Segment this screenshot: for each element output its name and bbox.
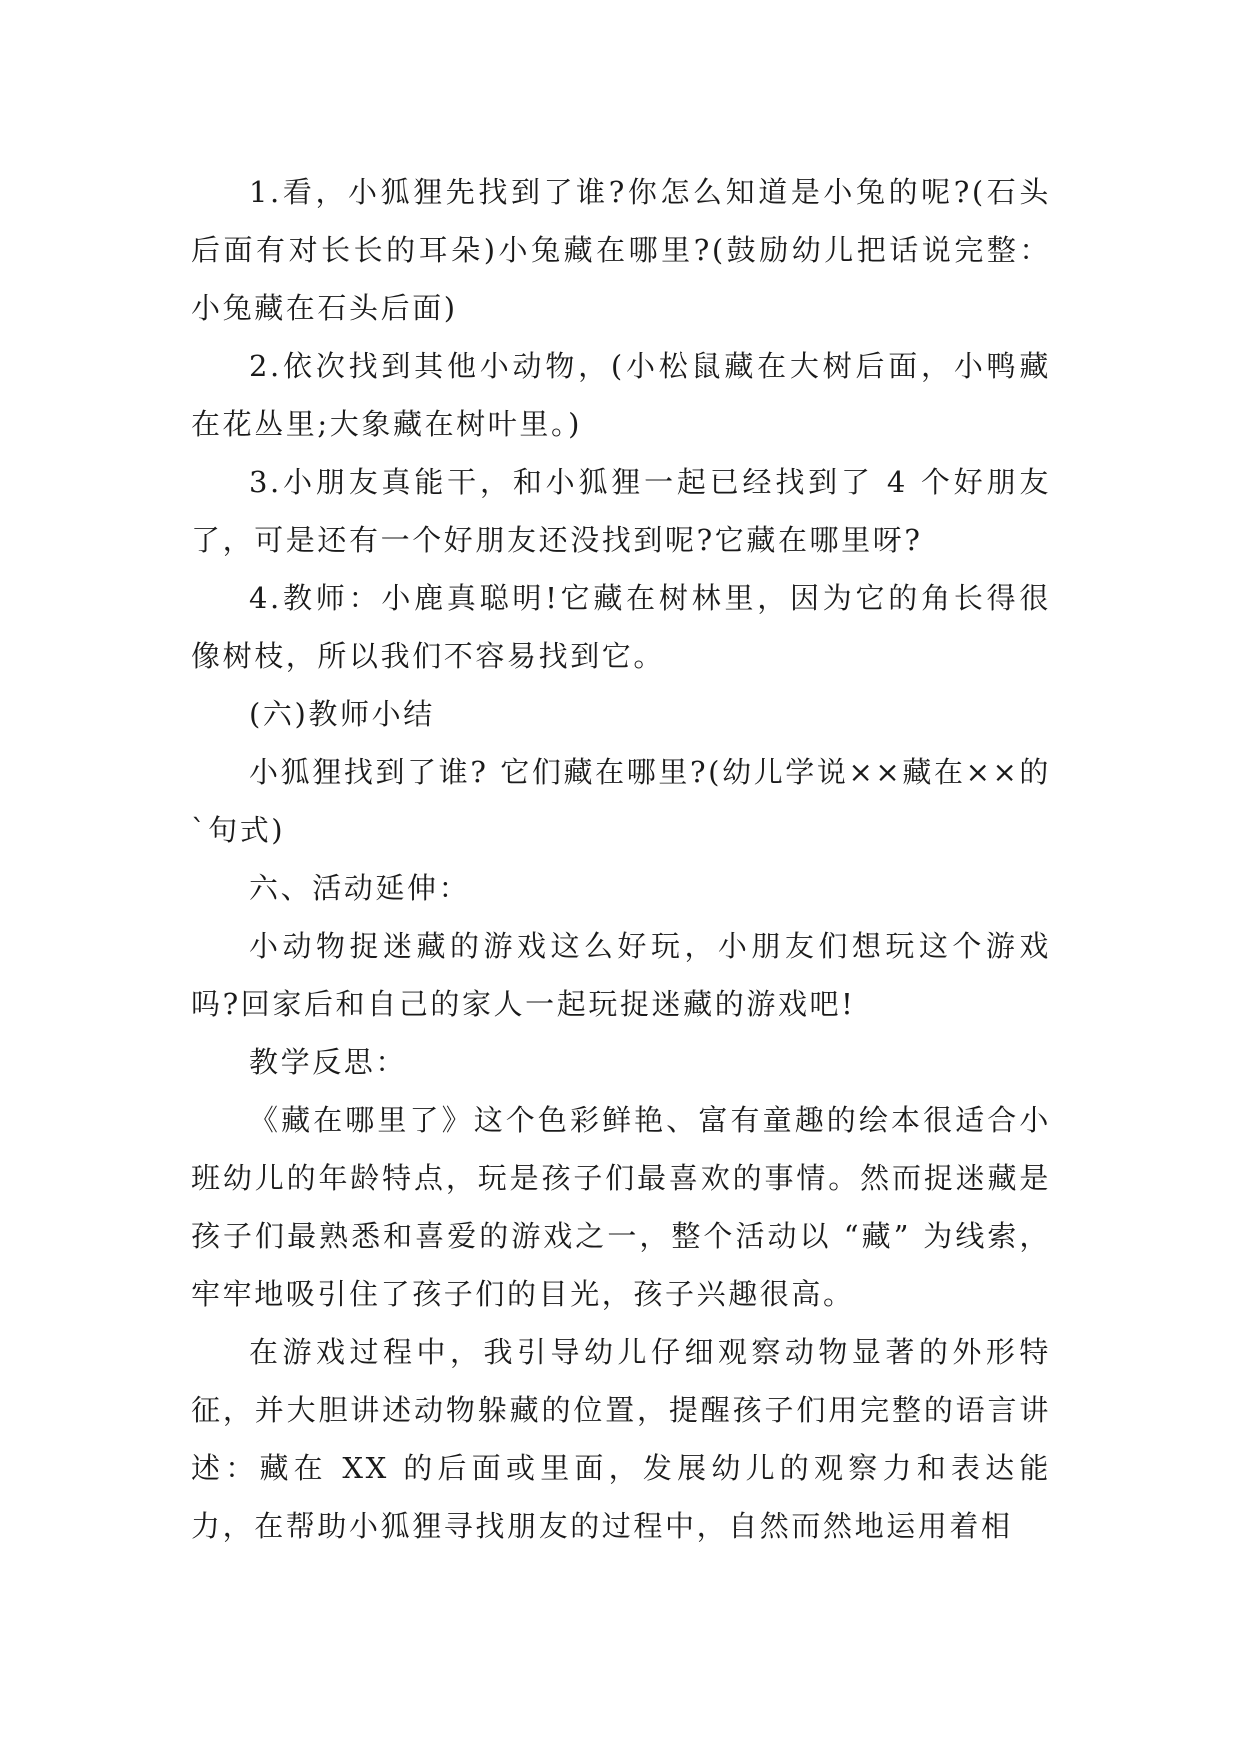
- paragraph-extension: 小动物捉迷藏的游戏这么好玩，小朋友们想玩这个游戏吗?回家后和自己的家人一起玩捉迷藏的游戏吧!: [191, 929, 1051, 1021]
- document-body: [191, 163, 1051, 1555]
- paragraph-reflection-1: 《藏在哪里了》这个色彩鲜艳、富有童趣的绘本很适合小班幼儿的年龄特点，玩是孩子们最喜欢的事情。然而捉迷藏是孩子们最熟悉和喜爱的游戏之一，整个活动以 “藏” 为线索，牢牢地吸引住了孩子们的目光，孩子兴趣很高。: [191, 1103, 1051, 1311]
- section-heading-teacher-summary: (六)教师小结: [249, 697, 435, 731]
- paragraph-step-2: 2.依次找到其他小动物，(小松鼠藏在大树后面，小鸭藏在花丛里;大象藏在树叶里。): [191, 349, 1051, 441]
- paragraph-step-3: 3.小朋友真能干，和小狐狸一起已经找到了 4 个好朋友了，可是还有一个好朋友还没找到呢?它藏在哪里呀?: [191, 465, 1051, 557]
- section-heading-reflection: 教学反思：: [249, 1045, 408, 1079]
- paragraph-reflection-2: 在游戏过程中，我引导幼儿仔细观察动物显著的外形特征，并大胆讲述动物躲藏的位置，提醒孩子们用完整的语言讲述：藏在 XX 的后面或里面，发展幼儿的观察力和表达能力，在帮助小狐狸寻找朋友的过程中，自然而然地运用着相: [191, 1335, 1051, 1543]
- paragraph-step-4: 4.教师：小鹿真聪明!它藏在树林里，因为它的角长得很像树枝，所以我们不容易找到它。: [191, 581, 1051, 673]
- paragraph-summary: 小狐狸找到了谁? 它们藏在哪里?(幼儿学说××藏在××的`句式): [191, 755, 1051, 847]
- section-heading-activity-extension: 六、活动延伸：: [249, 871, 471, 905]
- paragraph-step-1: 1.看，小狐狸先找到了谁?你怎么知道是小兔的呢?(石头后面有对长长的耳朵)小兔藏在哪里?(鼓励幼儿把话说完整：小兔藏在石头后面): [191, 175, 1051, 325]
